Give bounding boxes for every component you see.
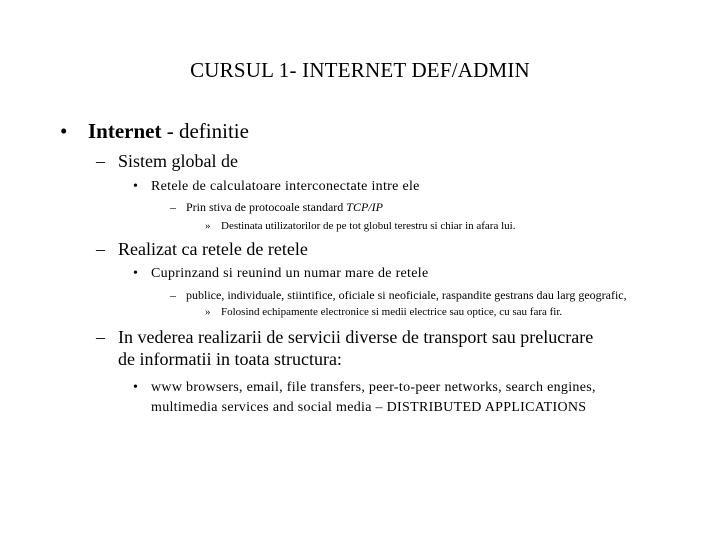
bullet-marker: • <box>133 266 139 281</box>
dash-marker: – <box>170 200 176 214</box>
item-text: Cuprinzand si reunind un numar mare de retele <box>151 266 429 281</box>
item-text: Destinata utilizatorilor de pe tot globul terestru si chiar in afara lui. <box>221 220 516 232</box>
list-item-level2 <box>96 326 593 370</box>
list-item-level3 <box>133 378 596 418</box>
list-item-level5 <box>205 220 515 232</box>
item-text: Folosind echipamente electronice si medii electrice sau optice, cu sau fara fir. <box>221 306 563 318</box>
section-heading <box>60 119 249 144</box>
list-item-level2 <box>96 151 238 172</box>
item-text: publice, individuale, stiintifice, oficiale si neoficiale, raspandite gestrans dau larg geografic, <box>186 288 627 302</box>
item-text-line2: de informatii in toata structura: <box>118 349 342 369</box>
raquo-marker: » <box>205 220 211 232</box>
bullet-marker: • <box>133 179 139 194</box>
item-text: Sistem global de <box>118 151 238 171</box>
list-item-level3 <box>133 266 428 282</box>
dash-marker: – <box>170 288 176 302</box>
section-rest: - definitie <box>161 119 249 143</box>
dash-marker: – <box>96 151 105 171</box>
dash-marker: – <box>96 327 105 347</box>
bullet-marker: • <box>60 119 68 143</box>
item-text: Prin stiva de protocoale standard <box>186 200 347 214</box>
list-item-level2 <box>96 239 308 260</box>
list-item-level4 <box>170 288 627 303</box>
item-text: Retele de calculatoare interconectate intre ele <box>151 179 420 194</box>
item-text-line1: In vederea realizarii de servicii diverse de transport sau prelucrare <box>118 327 594 347</box>
item-text-line2: multimedia services and social media – DISTRIBUTED APPLICATIONS <box>151 400 587 415</box>
list-item-level4 <box>170 200 383 215</box>
list-item-level5 <box>205 306 562 318</box>
bullet-marker: • <box>133 380 139 395</box>
item-text-line1: www browsers, email, file transfers, peer-to-peer networks, search engines, <box>151 380 596 395</box>
item-text: Realizat ca retele de retele <box>118 239 308 259</box>
raquo-marker: » <box>205 306 211 318</box>
dash-marker: – <box>96 239 105 259</box>
list-item-level3 <box>133 179 420 195</box>
section-term: Internet <box>88 119 162 143</box>
slide-title: CURSUL 1- INTERNET DEF/ADMIN <box>190 58 530 82</box>
item-text-italic: TCP/IP <box>346 200 383 214</box>
